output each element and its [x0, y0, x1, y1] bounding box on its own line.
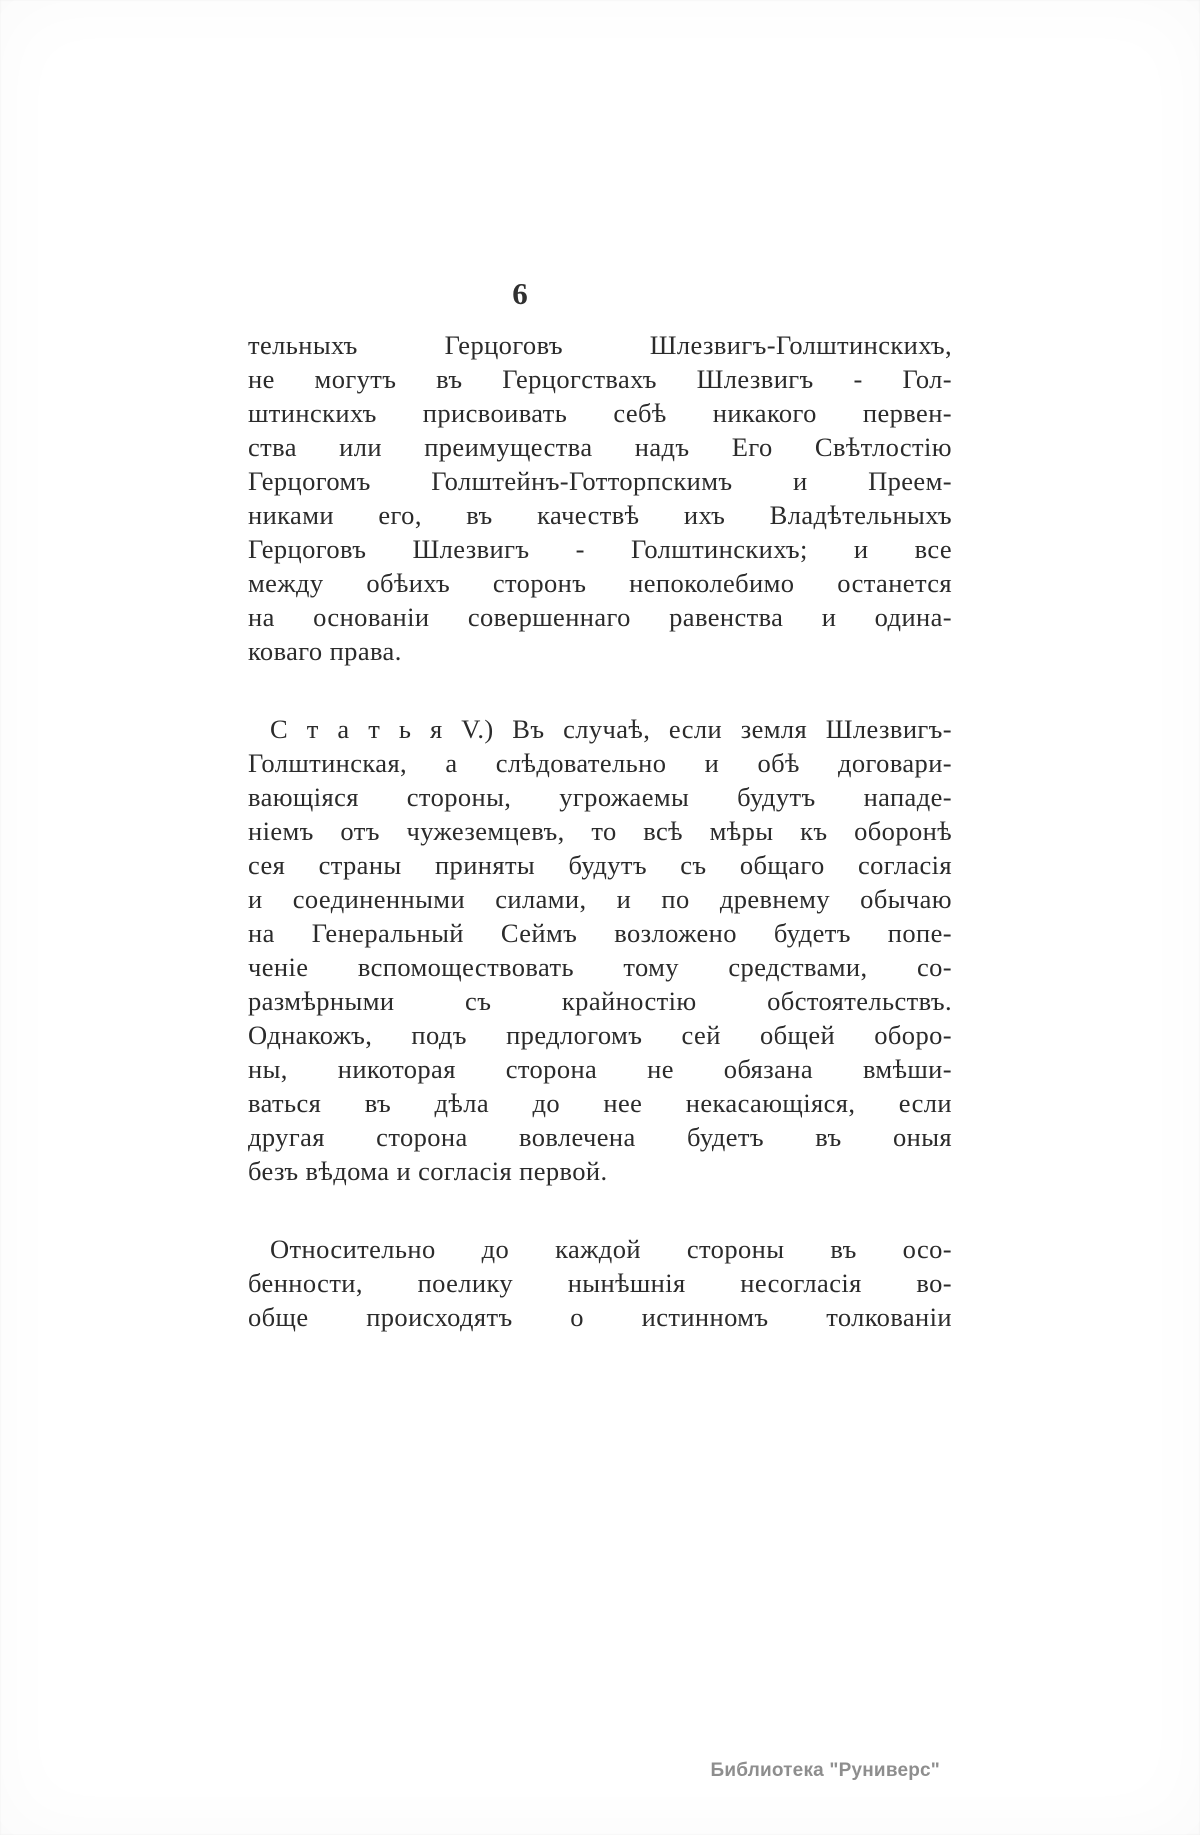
- text-line: на Генеральный Сеймъ возложено будетъ попе-: [248, 918, 952, 948]
- text-line: ства или преимущества надъ Его Свѣтлостію: [248, 432, 952, 462]
- text-line: между обѣихъ сторонъ непоколебимо останется: [248, 568, 952, 598]
- text-line: Герцоговъ Шлезвигъ - Голштинскихъ; и все: [248, 534, 952, 564]
- text-line: ваться въ дѣла до нее некасающіяся, если: [248, 1088, 952, 1118]
- text-line: размѣрными съ крайностію обстоятельствъ.: [248, 986, 952, 1016]
- text-line: Голштинская, а слѣдовательно и обѣ договари-: [248, 748, 952, 778]
- text-line: ны, никоторая сторона не обязана вмѣши-: [248, 1054, 952, 1084]
- text-line: безъ вѣдома и согласія первой.: [248, 1156, 608, 1186]
- text-line: С т а т ь я V.) Въ случаѣ, если земля Шлезвигъ-: [270, 714, 952, 744]
- text-line: никами его, въ качествѣ ихъ Владѣтельныхъ: [248, 500, 952, 530]
- text-line: ченіе вспомоществовать тому средствами, со-: [248, 952, 952, 982]
- text-line: обще происходятъ о истинномъ толкованіи: [248, 1302, 952, 1332]
- text-block: [248, 328, 952, 1334]
- text-line: бенности, поелику нынѣшнія несогласія во-: [248, 1268, 952, 1298]
- paragraph-2-article-v: [248, 712, 952, 1188]
- text-line: Герцогомъ Голштейнъ-Готторпскимъ и Преем-: [248, 466, 952, 496]
- text-line: коваго права.: [248, 636, 402, 666]
- text-line: вающіяся стороны, угрожаемы будутъ нападе-: [248, 782, 952, 812]
- paragraph-3: [248, 1232, 952, 1334]
- text-line: штинскихъ присвоивать себѣ никакого первен-: [248, 398, 952, 428]
- text-line: на основаніи совершеннаго равенства и одина-: [248, 602, 952, 632]
- text-line: тельныхъ Герцоговъ Шлезвигъ-Голштинскихъ,: [248, 330, 952, 360]
- text-line: Относительно до каждой стороны въ осо-: [270, 1234, 952, 1264]
- text-line: не могутъ въ Герцогствахъ Шлезвигъ - Гол-: [248, 364, 952, 394]
- text-line: сея страны приняты будутъ съ общаго согласія: [248, 850, 952, 880]
- paragraph-1: [248, 328, 952, 668]
- text-line: ніемъ отъ чужеземцевъ, то всѣ мѣры къ оборонѣ: [248, 816, 952, 846]
- page-number: 6: [512, 276, 528, 311]
- text-line: и соединенными силами, и по древнему обычаю: [248, 884, 952, 914]
- text-line: другая сторона вовлечена будетъ въ оныя: [248, 1122, 952, 1152]
- text-line: Однакожъ, подъ предлогомъ сей общей оборо-: [248, 1020, 952, 1050]
- library-watermark: Библиотека "Руниверс": [710, 1760, 940, 1781]
